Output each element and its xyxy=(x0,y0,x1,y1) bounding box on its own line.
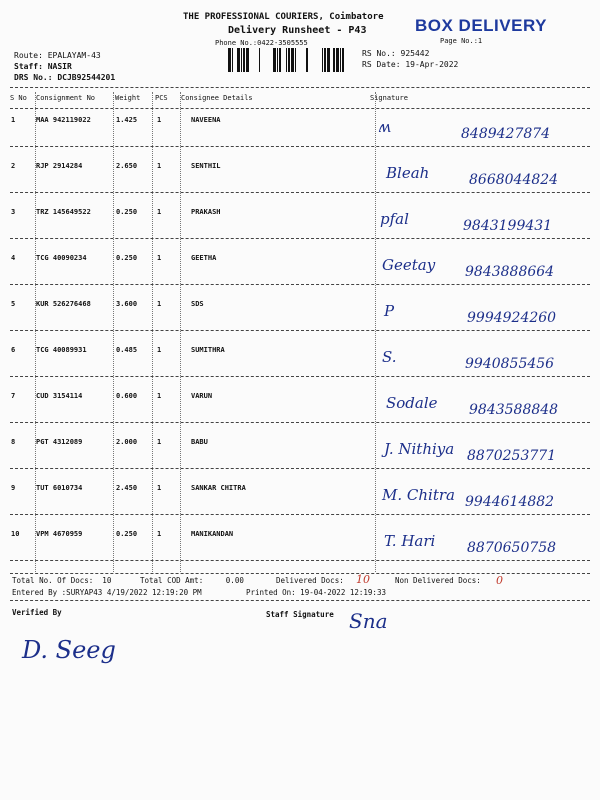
cell-weight: 0.485 xyxy=(116,346,138,354)
signature-cell xyxy=(370,384,595,424)
cell-weight: 2.450 xyxy=(116,484,138,492)
cell-consignment: TRZ 145649522 xyxy=(36,208,91,216)
col-weight: Weight xyxy=(115,94,141,102)
cell-weight: 3.600 xyxy=(116,300,138,308)
signature-cell xyxy=(370,154,595,194)
cell-consignment: TCG 40089931 xyxy=(36,346,87,354)
verifier-signature-text: D. Seeg xyxy=(22,636,116,664)
barcode-bar xyxy=(243,48,245,72)
signature-name: Sodale xyxy=(386,394,438,412)
cell-consignee: SDS xyxy=(191,300,204,308)
cell-consignee: NAVEENA xyxy=(191,116,221,124)
box-delivery-stamp: BOX DELIVERY xyxy=(415,16,547,35)
cell-pcs: 1 xyxy=(157,300,162,308)
cell-sno: 1 xyxy=(11,116,16,124)
signature-phone: 8668044824 xyxy=(469,172,559,188)
table-row xyxy=(10,116,390,128)
cell-weight: 1.425 xyxy=(116,116,138,124)
table-row xyxy=(10,254,390,266)
cell-consignment: CUD 3154114 xyxy=(36,392,83,400)
cell-consignment: PGT 4312089 xyxy=(36,438,83,446)
cell-consignment: KUR 526276468 xyxy=(36,300,91,308)
signature-cell xyxy=(370,292,595,332)
cell-pcs: 1 xyxy=(157,484,162,492)
barcode-bar xyxy=(336,48,339,72)
page-number: Page No.:1 xyxy=(440,37,483,45)
cell-consignee: SANKAR CHITRA xyxy=(191,484,246,492)
rs-date: RS Date: 19-Apr-2022 xyxy=(362,60,459,69)
table-row xyxy=(10,530,390,542)
verified-by-label: Verified By xyxy=(12,608,62,617)
route-label: Route: EPALAYAM-43 xyxy=(14,51,101,60)
col-signature: Signature xyxy=(370,94,408,102)
cell-sno: 5 xyxy=(11,300,16,308)
barcode-bar xyxy=(333,48,335,72)
phone-number: Phone No.:0422-3505555 xyxy=(215,39,308,47)
table-row xyxy=(10,392,390,404)
column-headers xyxy=(10,94,590,106)
cell-consignment: MAA 942119022 xyxy=(36,116,91,124)
barcode-bar xyxy=(306,48,308,72)
non-delivered-hand: 0 xyxy=(496,574,503,587)
signature-phone: 8870253771 xyxy=(467,448,557,464)
cell-pcs: 1 xyxy=(157,438,162,446)
signature-phone: 9843199431 xyxy=(463,218,553,234)
row-separator xyxy=(10,284,590,285)
cell-pcs: 1 xyxy=(157,530,162,538)
signature-cell xyxy=(370,246,595,286)
cell-pcs: 1 xyxy=(157,346,162,354)
cell-weight: 2.650 xyxy=(116,162,138,170)
barcode-bar xyxy=(228,48,231,72)
signature-cell xyxy=(370,108,595,148)
signature-cell xyxy=(370,522,595,562)
barcode-bar xyxy=(279,48,281,72)
signature-cell xyxy=(370,476,595,516)
row-separator xyxy=(10,560,590,561)
cell-sno: 6 xyxy=(11,346,16,354)
table-row xyxy=(10,346,390,358)
cell-consignment: TUT 6010734 xyxy=(36,484,83,492)
staff-label: Staff: NASIR xyxy=(14,62,72,71)
cell-weight: 0.250 xyxy=(116,208,138,216)
barcode xyxy=(228,48,353,72)
table-row xyxy=(10,208,390,220)
printed-on: Printed On: 19-04-2022 12:19:33 xyxy=(246,588,386,597)
footer-line-2 xyxy=(10,588,590,600)
signature-cell xyxy=(370,430,595,470)
cell-consignment: TCG 40090234 xyxy=(36,254,87,262)
row-separator xyxy=(10,376,590,377)
barcode-bar xyxy=(288,48,290,72)
cell-consignee: SUMITHRA xyxy=(191,346,225,354)
table-row xyxy=(10,300,390,312)
row-separator xyxy=(10,468,590,469)
cell-sno: 2 xyxy=(11,162,16,170)
row-separator xyxy=(10,146,590,147)
barcode-bar xyxy=(322,48,323,72)
row-separator xyxy=(10,422,590,423)
barcode-bar xyxy=(295,48,296,72)
barcode-bar xyxy=(232,48,233,72)
col-pcs: PCS xyxy=(155,94,168,102)
cell-consignee: SENTHIL xyxy=(191,162,221,170)
signature-name: Bleah xyxy=(386,164,430,182)
signature-name: Geetay xyxy=(382,256,436,274)
cell-consignee: PRAKASH xyxy=(191,208,221,216)
signature-name: ʍ xyxy=(378,118,391,136)
signature-phone: 8870650758 xyxy=(467,540,557,556)
cell-weight: 2.000 xyxy=(116,438,138,446)
cell-weight: 0.250 xyxy=(116,530,138,538)
cell-consignment: RJP 2914284 xyxy=(36,162,83,170)
table-rule-end xyxy=(10,573,590,574)
barcode-bar xyxy=(259,48,260,72)
cell-pcs: 1 xyxy=(157,254,162,262)
cell-sno: 9 xyxy=(11,484,16,492)
signature-phone: 8489427874 xyxy=(461,126,551,142)
runsheet-title: Delivery Runsheet - P43 xyxy=(228,25,367,36)
barcode-bar xyxy=(246,48,249,72)
cell-consignee: BABU xyxy=(191,438,208,446)
signature-cell xyxy=(370,200,595,240)
signature-cell xyxy=(370,338,595,378)
staff-signature-text: Sna xyxy=(349,609,388,633)
col-sno: S No xyxy=(10,94,27,102)
barcode-bar xyxy=(273,48,276,72)
signature-name: P xyxy=(384,302,395,320)
cell-pcs: 1 xyxy=(157,208,162,216)
signature-phone: 9940855456 xyxy=(465,356,555,372)
signature-phone: 9843888664 xyxy=(465,264,555,280)
col-consignment: Consignment No xyxy=(36,94,96,102)
barcode-bar xyxy=(327,48,330,72)
signature-phone: 9994924260 xyxy=(467,310,557,326)
cell-consignee: GEETHA xyxy=(191,254,217,262)
cell-consignment: VPM 4670959 xyxy=(36,530,83,538)
barcode-bar xyxy=(291,48,294,72)
barcode-bar xyxy=(286,48,287,72)
signature-name: M. Chitra xyxy=(382,486,455,504)
row-separator xyxy=(10,330,590,331)
cell-sno: 7 xyxy=(11,392,16,400)
cell-sno: 4 xyxy=(11,254,16,262)
signature-name: pfal xyxy=(380,210,409,228)
signature-name: S. xyxy=(382,348,397,366)
cell-consignee: VARUN xyxy=(191,392,213,400)
barcode-bar xyxy=(237,48,240,72)
table-row xyxy=(10,484,390,496)
cell-weight: 0.250 xyxy=(116,254,138,262)
cell-consignee: MANIKANDAN xyxy=(191,530,234,538)
cell-pcs: 1 xyxy=(157,162,162,170)
cell-sno: 10 xyxy=(11,530,20,538)
staff-signature-label: Staff Signature xyxy=(266,610,334,619)
header-rule-top xyxy=(10,87,590,88)
entered-by: Entered By :SURYAP43 4/19/2022 12:19:20 PM xyxy=(12,588,202,597)
barcode-bar xyxy=(324,48,326,72)
signature-name: T. Hari xyxy=(384,532,436,550)
row-separator xyxy=(10,192,590,193)
table-row xyxy=(10,162,390,174)
col-consignee: Consignee Details xyxy=(181,94,253,102)
non-delivered-label: Non Delivered Docs: xyxy=(395,576,481,585)
cell-sno: 3 xyxy=(11,208,16,216)
delivered-docs-label: Delivered Docs: xyxy=(276,576,344,585)
barcode-bar xyxy=(340,48,341,72)
footer-rule xyxy=(10,600,590,601)
staff-signature-mark xyxy=(345,606,415,636)
total-cod: Total COD Amt: 0.00 xyxy=(140,576,244,585)
barcode-bar xyxy=(277,48,278,72)
row-separator xyxy=(10,238,590,239)
cell-sno: 8 xyxy=(11,438,16,446)
row-separator xyxy=(10,514,590,515)
delivered-docs-hand: 10 xyxy=(356,573,370,586)
signature-phone: 9843588848 xyxy=(469,402,559,418)
cell-pcs: 1 xyxy=(157,116,162,124)
barcode-bar xyxy=(241,48,242,72)
drs-number: DRS No.: DCJB92544201 xyxy=(14,73,116,82)
cell-pcs: 1 xyxy=(157,392,162,400)
total-docs: Total No. Of Docs: 10 xyxy=(12,576,112,585)
signature-name: J. Nithiya xyxy=(384,440,455,458)
verifier-signature xyxy=(18,628,138,673)
company-name: THE PROFESSIONAL COURIERS, Coimbatore xyxy=(183,12,384,22)
table-row xyxy=(10,438,390,450)
rs-number: RS No.: 925442 xyxy=(362,49,430,58)
footer-line-1 xyxy=(10,573,590,588)
cell-weight: 0.600 xyxy=(116,392,138,400)
signature-phone: 9944614882 xyxy=(465,494,555,510)
barcode-bar xyxy=(342,48,344,72)
